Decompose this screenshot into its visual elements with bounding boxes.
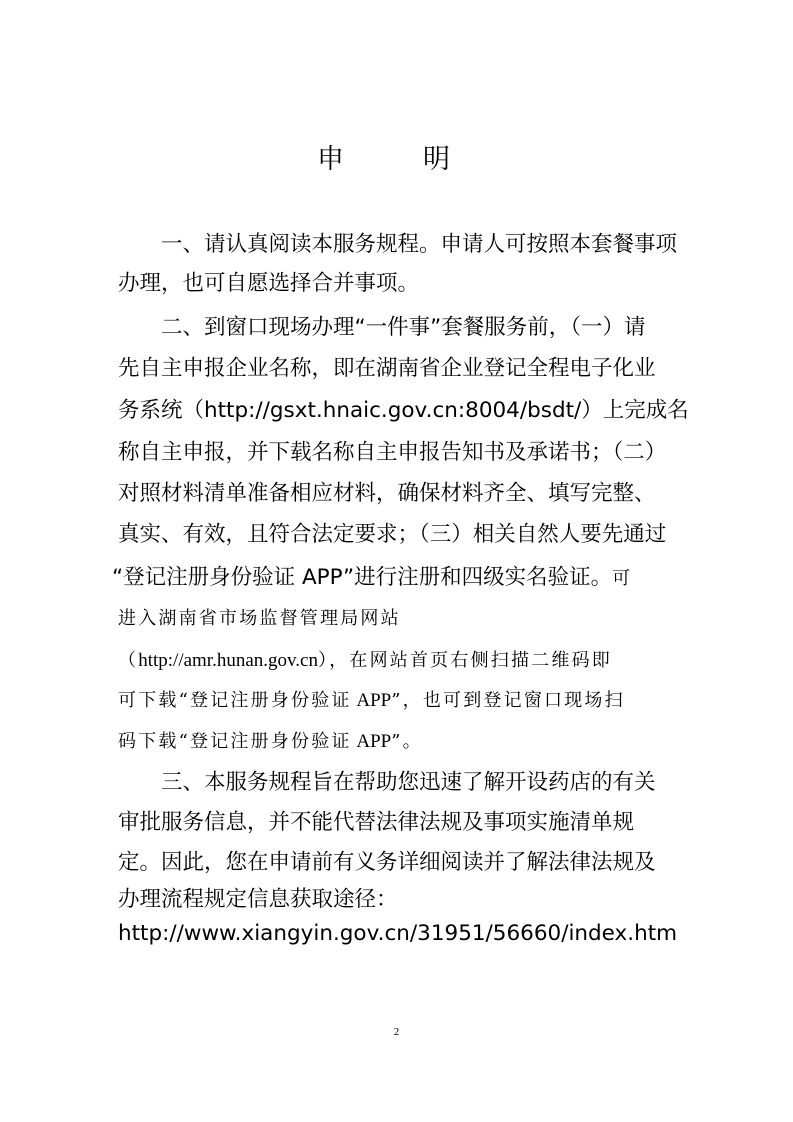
page-title: 申 明: [317, 144, 476, 175]
paragraph-2-line-10-tail: ”，也可到登记窗口现场扫: [391, 690, 625, 711]
paragraph-2-line-9: [118, 646, 612, 676]
paragraph-2-line-6: 真实、有效，且符合法定要求；（三）相关自然人要先通过: [118, 522, 667, 547]
xiangyin-gov-link: http://www.xiangyin.gov.cn/31951/56660/index.htm: [118, 921, 678, 946]
paragraph-2-line-10-app: APP: [351, 690, 392, 711]
paragraph-3-line-2: 审批服务信息，并不能代替法律法规及事项实施清单规: [118, 810, 635, 835]
paragraph-2-line-5: 对照材料清单准备相应材料，确保材料齐全、填写完整、: [118, 481, 656, 506]
paragraph-3-line-3: 定。因此，您在申请前有义务详细阅读并了解法律法规及: [118, 850, 656, 875]
paragraph-2-line-2: 先自主申报企业名称，即在湖南省企业登记全程电子化业: [118, 356, 656, 381]
paragraph-1-line-1: 一、请认真阅读本服务规程。申请人可按照本套餐事项: [161, 232, 678, 257]
paragraph-2-line-10: [118, 686, 625, 716]
paragraph-2-line-8: 进入湖南省市场监督管理局网站: [118, 608, 401, 629]
paragraph-2-line-11-tail: ”。: [391, 731, 423, 752]
paragraph-2-line-11-text: 码下载“登记注册身份验证: [118, 731, 352, 752]
paragraph-3-line-1: 三、本服务规程旨在帮助您迅速了解开设药店的有关: [161, 770, 656, 795]
paragraph-2-line-7-text: “登记注册身份验证 APP”进行注册和四级实名验证。: [112, 565, 613, 590]
paragraph-2-line-1: 二、到窗口现场办理“一件事”套餐服务前，（一）请: [161, 315, 646, 340]
paragraph-2-line-11-app: APP: [351, 731, 392, 752]
paragraph-2-line-7: [112, 563, 630, 594]
paragraph-2-line-10-text: 可下载“登记注册身份验证: [118, 690, 352, 711]
paragraph-3-line-4: 办理流程规定信息获取途径：: [118, 887, 398, 912]
paragraph-2-line-4: 称自主申报，并下载名称自主申报告知书及承诺书；（二）: [118, 440, 667, 465]
paragraph-2-line-9-text: ），在网站首页右侧扫描二维码即: [317, 650, 612, 671]
paragraph-1-line-2: 办理，也可自愿选择合并事项。: [118, 271, 420, 296]
paragraph-2-line-9-open-paren: （: [118, 650, 139, 671]
paragraph-2-line-7-tail: 可: [612, 568, 631, 589]
amr-hunan-link: http://amr.hunan.gov.cn: [138, 650, 318, 671]
paragraph-2-line-11: [118, 727, 423, 757]
page-number: 2: [393, 1026, 400, 1038]
paragraph-2-line-3: 务系统（http://gsxt.hnaic.gov.cn:8004/bsdt/）上完成名: [118, 398, 689, 423]
